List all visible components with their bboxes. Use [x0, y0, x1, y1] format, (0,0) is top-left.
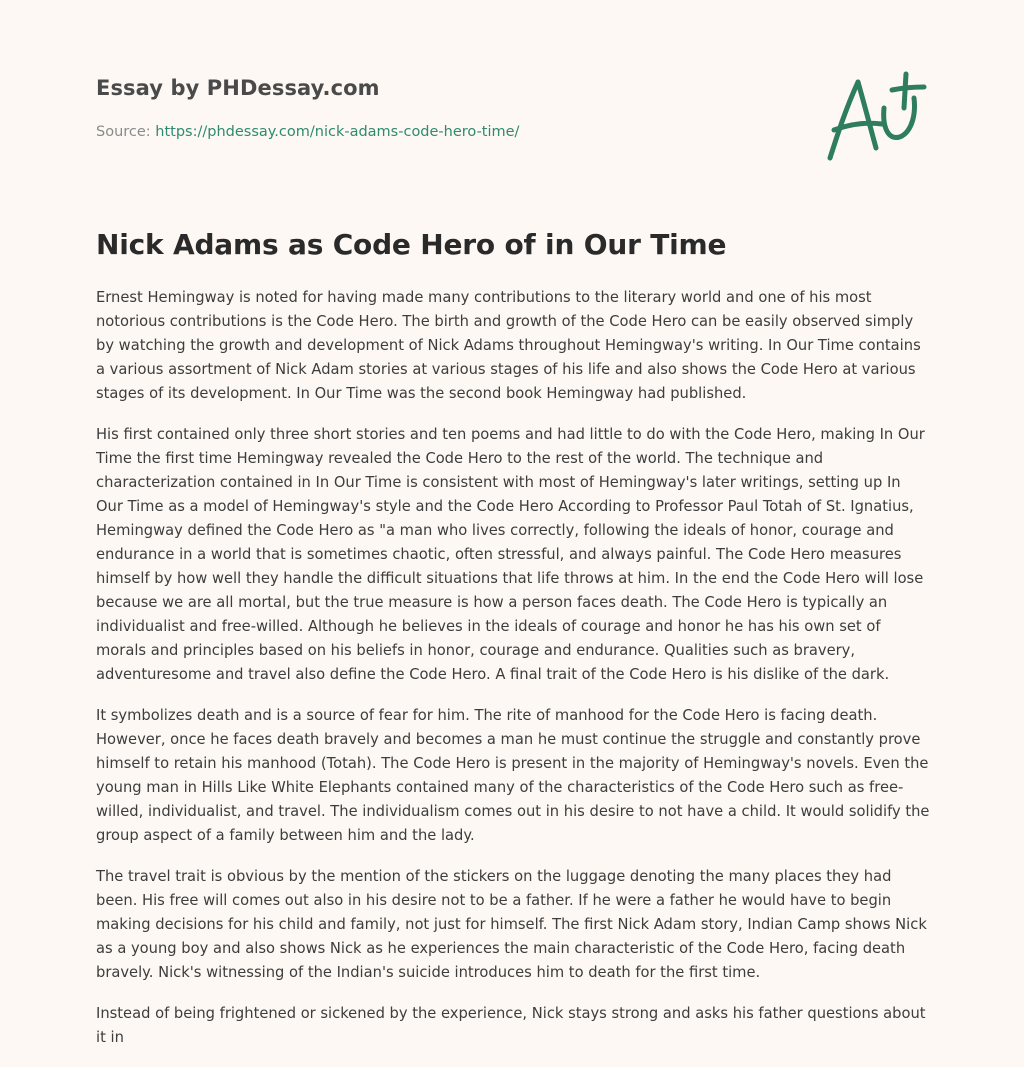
essay-title: Nick Adams as Code Hero of in Our Time: [96, 228, 727, 261]
source-label: Source:: [96, 124, 156, 140]
source-line: [96, 124, 519, 140]
source-link[interactable]: https://phdessay.com/nick-adams-code-hero-time/: [155, 124, 520, 140]
essay-body: [96, 286, 930, 1067]
a-plus-logo-icon: [820, 68, 930, 168]
essay-paragraph: Ernest Hemingway is noted for having made many contributions to the literary world and one of his most notorious contributions is the Code Hero. The birth and growth of the Code Hero can be easily observed simply by watching the growth and development of Nick Adams throughout Hemingway's writing. In Our Time contains a various assortment of Nick Adam stories at various stages of his life and also shows the Code Hero at various stages of its development. In Our Time was the second book Hemingway had published.: [96, 289, 921, 402]
essay-paragraph: It symbolizes death and is a source of fear for him. The rite of manhood for the Code Hero is facing death. However, once he faces death bravely and becomes a man he must continue the struggle and constantly prove himself to retain his manhood (Totah). The Code Hero is present in the majority of Hemingway's novels. Even the young man in Hills Like White Elephants contained many of the characteristics of the Code Hero such as free-willed, individualist, and travel. The individualism comes out in his desire to not have a child. It would solidify the group aspect of a family between him and the lady.: [96, 707, 930, 844]
essay-paragraph: The travel trait is obvious by the mention of the stickers on the luggage denoting the many places they had been. His free will comes out also in his desire not to be a father. If he were a father he would have to begin making decisions for his child and family, not just for himself. The first Nick Adam story, Indian Camp shows Nick as a young boy and also shows Nick as he experiences the main characteristic of the Code Hero, facing death bravely. Nick's witnessing of the Indian's suicide introduces him to death for the first time.: [96, 868, 927, 981]
essay-paragraph: His first contained only three short stories and ten poems and had little to do with the Code Hero, making In Our Time the first time Hemingway revealed the Code Hero to the rest of the world. The technique and characterization contained in In Our Time is consistent with most of Hemingway's later writings, setting up In Our Time as a model of Hemingway's style and the Code Hero According to Professor Paul Totah of St. Ignatius, Hemingway defined the Code Hero as "a man who lives correctly, following the ideals of honor, courage and endurance in a world that is sometimes chaotic, often stressful, and always painful. The Code Hero measures himself by how well they handle the difficult situations that life throws at him. In the end the Code Hero will lose because we are all mortal, but the true measure is how a person faces death. The Code Hero is typically an individualist and free-willed. Although he believes in the ideals of courage and honor he has his own set of morals and principles based on his beliefs in honor, courage and endurance. Qualities such as bravery, adventuresome and travel also define the Code Hero. A final trait of the Code Hero is his dislike of the dark.: [96, 426, 925, 683]
essay-paragraph: Instead of being frightened or sickened by the experience, Nick stays strong and asks his father questions about it in: [96, 1005, 926, 1046]
site-brand: Essay by PHDessay.com: [96, 76, 380, 100]
